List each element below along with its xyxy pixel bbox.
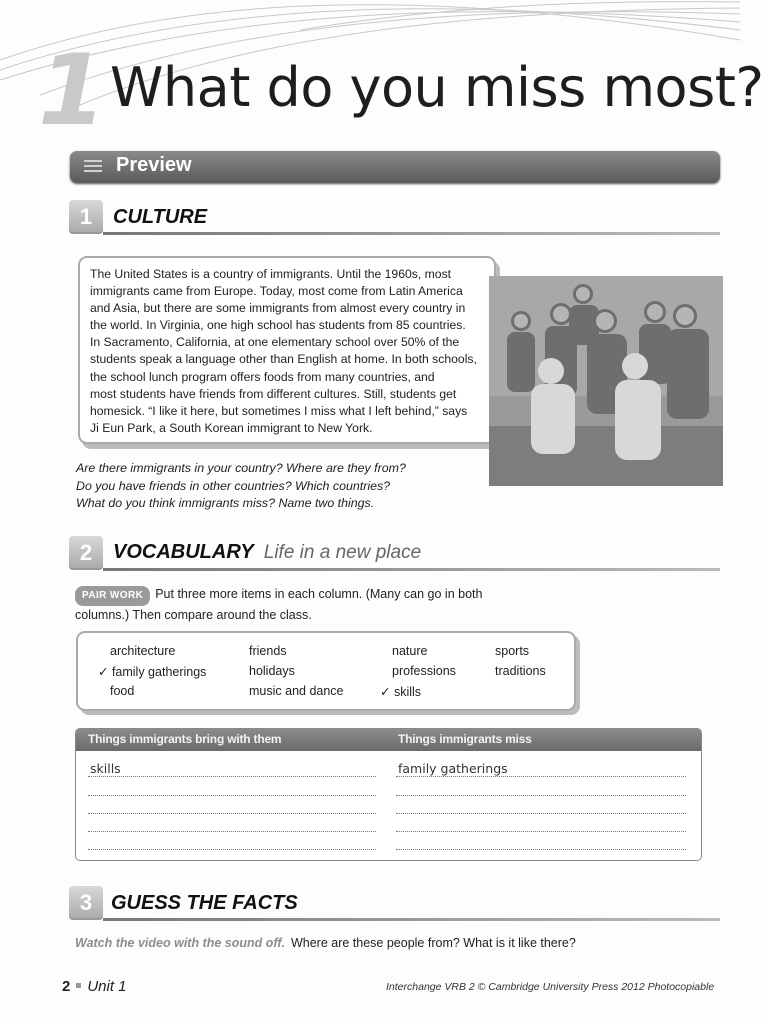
answer-line[interactable]	[396, 813, 686, 814]
answer-line[interactable]	[88, 776, 376, 777]
culture-line: most students have friends from different cultures. Still, students get	[90, 386, 457, 401]
answer-line[interactable]	[396, 831, 686, 832]
section-1-title: CULTURE	[113, 206, 208, 228]
table-header-right: Things immigrants miss	[398, 732, 532, 746]
page-title: What do you miss most?	[110, 56, 764, 119]
word-item: ✓ skills	[380, 685, 422, 699]
instruction-line-2: columns.) Then compare around the class.	[75, 608, 312, 622]
answer-line[interactable]	[88, 831, 376, 832]
left-entry: skills	[90, 761, 121, 776]
word-item: professions	[392, 664, 456, 678]
guess-instruction-rest: Where are these people from? What is it like there?	[290, 936, 576, 950]
vocabulary-instruction	[75, 585, 525, 624]
footer-page-info	[62, 978, 127, 995]
culture-line: and Asia, but there are some immigrants from almost every country in	[90, 301, 466, 316]
vocabulary-table	[75, 728, 702, 861]
section-1-rule	[103, 232, 720, 235]
table-header-left: Things immigrants bring with them	[88, 732, 282, 746]
word-item: nature	[392, 644, 428, 658]
word-item: architecture	[110, 644, 176, 658]
guess-instruction-lead: Watch the video with the sound off.	[75, 936, 285, 950]
instruction-line-1: Put three more items in each column. (Many can go in both	[155, 587, 483, 601]
culture-line: Ji Eun Park, a South Korean immigrant to New York.	[90, 420, 373, 435]
word-item: ✓ family gatherings	[98, 665, 207, 679]
footer-unit: Unit 1	[87, 978, 127, 995]
question-1: Are there immigrants in your country? Where are they from?	[76, 461, 406, 475]
section-3-rule	[103, 918, 720, 921]
culture-questions	[76, 460, 496, 513]
culture-line: students speak a language other than English at home. In both schools,	[90, 352, 477, 367]
separator-square-icon	[76, 983, 81, 988]
right-entry: family gatherings	[398, 761, 508, 776]
answer-line[interactable]	[396, 849, 686, 850]
unit-number: 1	[38, 34, 107, 148]
footer-credit: Interchange VRB 2 © Cambridge University Press 2012 Photocopiable	[386, 981, 715, 993]
answer-line[interactable]	[88, 813, 376, 814]
culture-line: the school lunch program offers foods from many countries, and	[90, 369, 435, 384]
word-item: holidays	[249, 664, 295, 678]
culture-text-box	[78, 256, 496, 444]
word-item: traditions	[495, 664, 546, 678]
culture-line: homesick. “I like it here, but sometimes I miss what I left behind,” says	[90, 403, 468, 418]
preview-label: Preview	[116, 154, 192, 176]
section-3-title: GUESS THE FACTS	[111, 892, 298, 914]
question-3: What do you think immigrants miss? Name two things.	[76, 496, 375, 510]
answer-line[interactable]	[88, 795, 376, 796]
answer-line[interactable]	[396, 776, 686, 777]
section-2-rule	[103, 568, 720, 571]
word-item: food	[110, 684, 135, 698]
answer-line[interactable]	[396, 795, 686, 796]
section-2-subtitle: Life in a new place	[263, 542, 422, 563]
students-group-photo	[489, 276, 723, 486]
culture-line: immigrants came from Europe. Today, most come from Latin America	[90, 284, 463, 299]
culture-line: the world. In Virginia, one high school has students from 85 countries.	[90, 318, 466, 333]
word-item: friends	[249, 644, 287, 658]
pair-work-badge: PAIR WORK	[75, 586, 150, 606]
section-2-number: 2	[69, 536, 103, 570]
section-2-title-wrap	[113, 541, 421, 564]
answer-line[interactable]	[88, 849, 376, 850]
word-item: sports	[495, 644, 530, 658]
guess-instruction	[75, 936, 576, 950]
culture-line: In Sacramento, California, at one elementary school over 50% of the	[90, 335, 460, 350]
preview-bar	[70, 151, 720, 183]
section-3-number: 3	[69, 886, 103, 920]
culture-line: The United States is a country of immigrants. Until the 1960s, most	[90, 267, 452, 281]
section-2-title: VOCABULARY	[113, 541, 254, 563]
table-header-row	[76, 729, 701, 751]
section-1-number: 1	[69, 200, 103, 234]
word-item: music and dance	[249, 684, 344, 698]
word-bank-box	[76, 631, 576, 711]
menu-lines-icon	[84, 160, 102, 174]
page-number: 2	[62, 978, 71, 995]
question-2: Do you have friends in other countries? Which countries?	[76, 478, 391, 493]
